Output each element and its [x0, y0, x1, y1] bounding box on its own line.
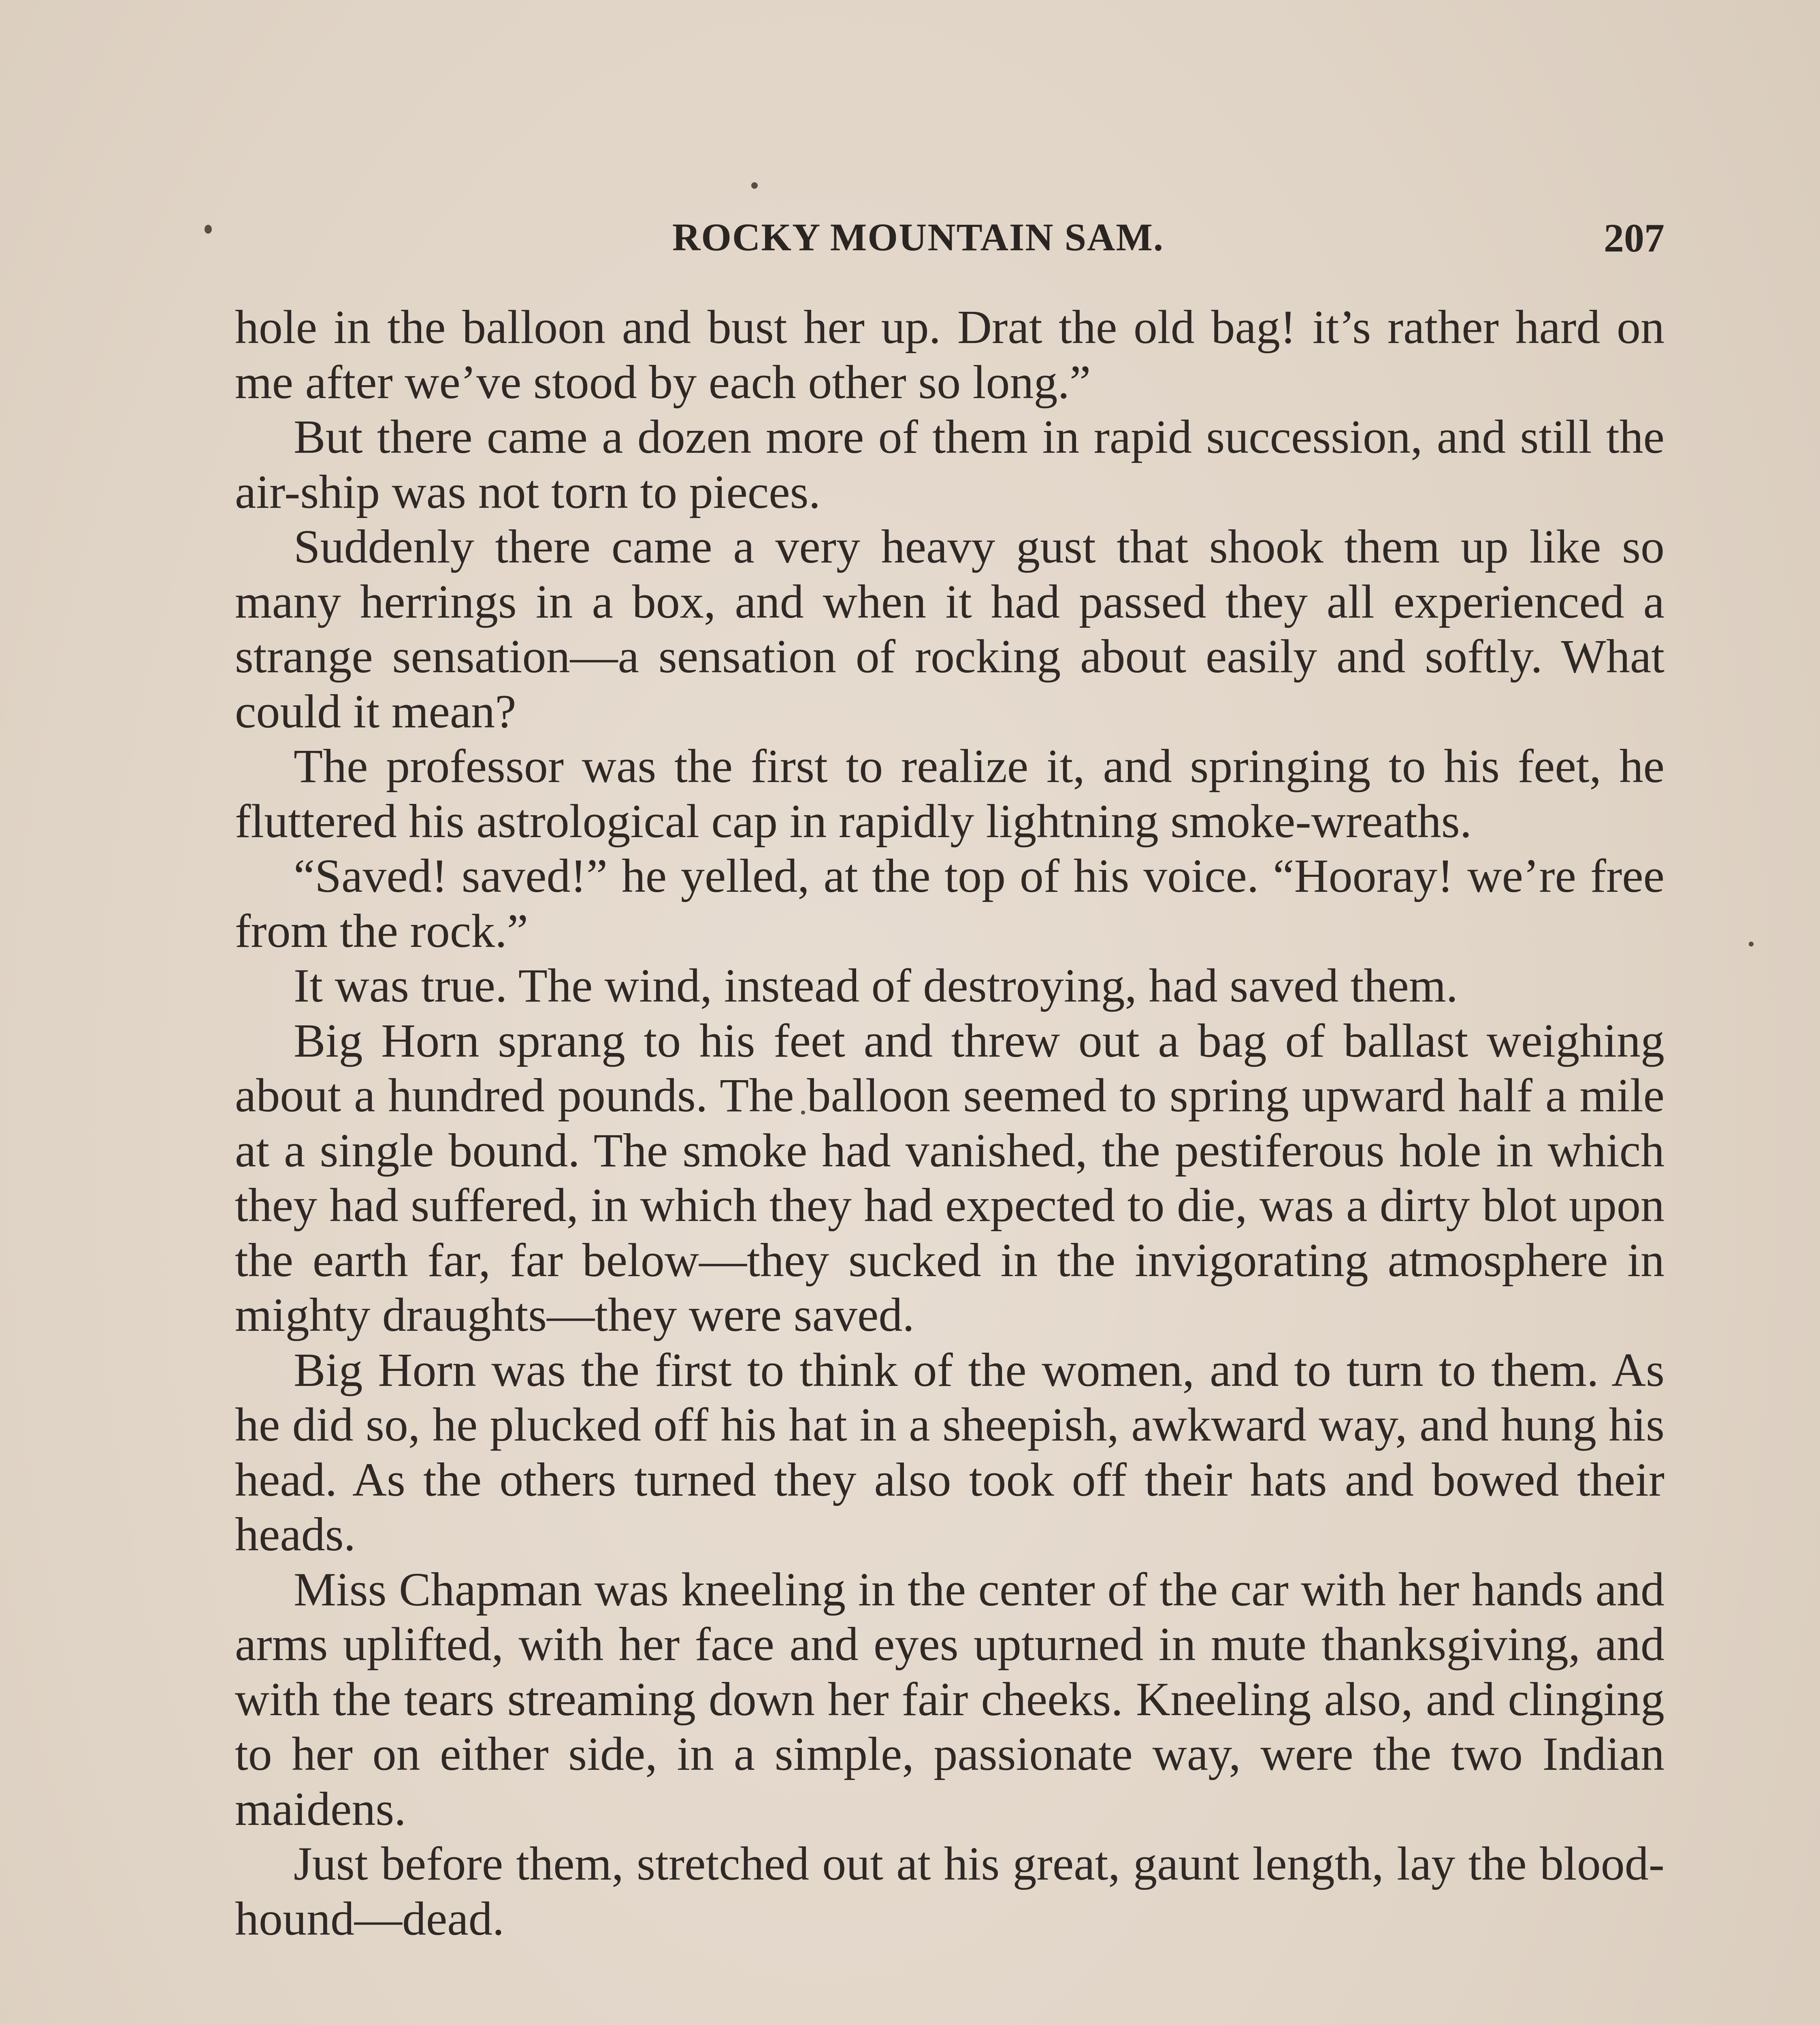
paragraph: “Saved! saved!” he yelled, at the top of his voice. “Hooray! we’re free from the rock.” — [235, 849, 1664, 957]
ink-speck — [205, 225, 212, 234]
paragraph: Big Horn was the first to think of the women, and to turn to them. As he did so, he plucked off his hat in a sheepish, awkward way, and hung his head. As the others turned they also took off their hats and bowed their heads. — [235, 1343, 1664, 1561]
ink-speck — [1749, 942, 1754, 946]
paragraph: The professor was the first to realize it, and springing to his feet, he fluttered his astrological cap in rapidly lightning smoke-wreaths. — [235, 740, 1664, 848]
paragraph: Just before them, stretched out at his great, gaunt length, lay the blood-hound—dead. — [235, 1837, 1664, 1945]
running-title: ROCKY MOUNTAIN SAM. — [672, 215, 1164, 259]
paragraph: Miss Chapman was kneeling in the center of the car with her hands and arms uplifted, with her face and eyes upturned in mute thanksgiving, and with the tears streaming down her fair cheeks. Kneeling also, and clinging to her on either side, in a simple, passionate way, were the two Indian maidens. — [235, 1562, 1664, 1835]
running-header — [235, 211, 1664, 259]
paragraph: hole in the balloon and bust her up. Drat the old bag! it’s rather hard on me after we’ve stood by each other so long.” — [235, 301, 1664, 409]
paragraph: Big Horn sprang to his feet and threw out a bag of ballast weighing about a hundred pounds. The balloon seemed to spring upward half a mile at a single bound. The smoke had vanished, the pestiferous hole in which they had suffered, in which they had expected to die, was a dirty blot upon the earth far, far below—they sucked in the invigorating atmosphere in mighty draughts—they were saved. — [235, 1014, 1664, 1341]
ink-speck — [751, 182, 758, 189]
paragraph: Suddenly there came a very heavy gust that shook them up like so many herrings in a box, and when it had passed they all experienced a strange sensation—a sensation of rocking about easily and softly. What could it mean? — [235, 520, 1664, 738]
page-number: 207 — [1604, 215, 1664, 260]
paragraph: But there came a dozen more of them in rapid succession, and still the air-ship was not torn to pieces. — [235, 410, 1664, 518]
body-text — [235, 300, 1664, 1946]
paragraph: It was true. The wind, instead of destroying, had saved them. — [294, 959, 1458, 1012]
